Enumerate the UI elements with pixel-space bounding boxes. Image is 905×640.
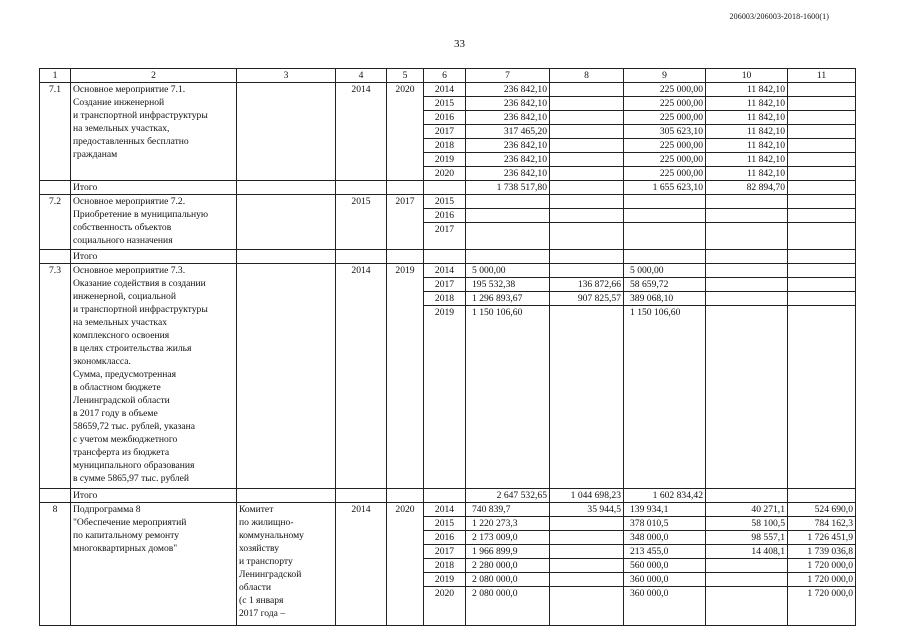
regional-amount: 560 000,0: [624, 559, 706, 573]
regional-amount: 1 602 834,42: [624, 489, 706, 503]
total-label: Итого: [71, 489, 237, 503]
year-cell: 2018: [424, 139, 466, 153]
local-amount: 11 842,10: [706, 153, 788, 167]
table-row: [40, 264, 856, 278]
table-row: [40, 489, 856, 503]
table-cell: [706, 292, 788, 306]
measure-description: Основное мероприятие 7.1. Создание инженерной и транспортной инфраструктуры на земельных участках, предоставленных бесплатно гражданам: [71, 83, 237, 181]
row-number: 7.1: [40, 83, 71, 181]
other-amount: 784 162,3: [788, 517, 856, 531]
federal-amount: 35 944,5: [550, 503, 624, 517]
table-cell: [40, 181, 71, 195]
table-cell: [788, 209, 856, 223]
table-cell: [550, 195, 624, 209]
year-cell: 2015: [424, 97, 466, 111]
table-cell: [40, 489, 71, 503]
column-header: 6: [424, 69, 466, 83]
table-cell: [788, 292, 856, 306]
row-number: 8: [40, 503, 71, 626]
year-cell: 2019: [424, 306, 466, 489]
year-cell: 2015: [424, 517, 466, 531]
federal-amount: [550, 125, 624, 139]
federal-amount: [550, 139, 624, 153]
year-cell: 2020: [424, 167, 466, 181]
table-cell: [387, 181, 424, 195]
executor-cell: [237, 195, 336, 250]
regional-amount: 225 000,00: [624, 83, 706, 97]
other-amount: [788, 153, 856, 167]
table-cell: [40, 250, 71, 264]
table-cell: [788, 264, 856, 278]
table-row: [40, 181, 856, 195]
local-amount: 11 842,10: [706, 167, 788, 181]
regional-amount: 1 655 623,10: [624, 181, 706, 195]
column-header: 3: [237, 69, 336, 83]
other-amount: 1 739 036,8: [788, 545, 856, 559]
local-amount: [706, 559, 788, 573]
table-cell: [706, 209, 788, 223]
year-cell: 2016: [424, 531, 466, 545]
federal-amount: [550, 587, 624, 626]
table-cell: [706, 264, 788, 278]
document-code: 206003/206003-2018-1600(1): [729, 12, 829, 21]
other-amount: [788, 97, 856, 111]
table-cell: [387, 489, 424, 503]
table-cell: [706, 489, 788, 503]
total-amount: 2 647 532,65: [466, 489, 550, 503]
table-cell: [706, 278, 788, 292]
measure-description: Основное мероприятие 7.3. Оказание содействия в создании инженерной, социальной и транспортной инфраструктуры на земельных участках комплексного освоения в целях строительства жилья экономкласса. Сумма, предусмотренная в областном бюджете Ленинградской области в 2017 году в объеме 58659,72 тыс. рублей, указана с учетом межбюджетного трансферта из бюджета муниципального образования в сумме 5865,97 тыс. рублей: [71, 264, 237, 489]
table-cell: [706, 195, 788, 209]
total-amount: 2 080 000,0: [466, 573, 550, 587]
table-cell: [466, 250, 550, 264]
federal-amount: [550, 153, 624, 167]
table-cell: [466, 209, 550, 223]
year-cell: 2016: [424, 209, 466, 223]
start-year: 2014: [336, 503, 387, 626]
table-cell: [624, 223, 706, 250]
federal-amount: [550, 83, 624, 97]
local-amount: 11 842,10: [706, 139, 788, 153]
federal-amount: [550, 559, 624, 573]
regional-amount: 348 000,0: [624, 531, 706, 545]
column-header: 10: [706, 69, 788, 83]
row-number: 7.2: [40, 195, 71, 250]
regional-amount: 58 659,72: [624, 278, 706, 292]
column-header: 7: [466, 69, 550, 83]
total-amount: 236 842,10: [466, 83, 550, 97]
year-cell: 2019: [424, 153, 466, 167]
total-amount: 2 173 009,0: [466, 531, 550, 545]
local-amount: 11 842,10: [706, 97, 788, 111]
program-table: [39, 68, 856, 626]
total-amount: 236 842,10: [466, 111, 550, 125]
local-amount: 14 408,1: [706, 545, 788, 559]
local-amount: [706, 573, 788, 587]
table-cell: [237, 250, 336, 264]
column-header: 5: [387, 69, 424, 83]
table-cell: [788, 306, 856, 489]
total-amount: 1 966 899,9: [466, 545, 550, 559]
column-header: 4: [336, 69, 387, 83]
table-row: [40, 250, 856, 264]
regional-amount: 213 455,0: [624, 545, 706, 559]
total-label: Итого: [71, 181, 237, 195]
start-year: 2014: [336, 264, 387, 489]
federal-amount: [550, 306, 624, 489]
total-amount: 195 532,38: [466, 278, 550, 292]
table-row: [40, 83, 856, 97]
regional-amount: 225 000,00: [624, 97, 706, 111]
other-amount: [788, 181, 856, 195]
federal-amount: [550, 573, 624, 587]
other-amount: 1 720 000,0: [788, 573, 856, 587]
table-cell: [237, 181, 336, 195]
regional-amount: 1 150 106,60: [624, 306, 706, 489]
total-amount: 5 000,00: [466, 264, 550, 278]
local-amount: 98 557,1: [706, 531, 788, 545]
table-cell: [466, 195, 550, 209]
year-cell: 2017: [424, 223, 466, 250]
year-cell: 2017: [424, 278, 466, 292]
column-header: 1: [40, 69, 71, 83]
year-cell: 2014: [424, 503, 466, 517]
table-cell: [550, 250, 624, 264]
table-row: [40, 503, 856, 517]
page-number: 33: [454, 38, 465, 50]
year-cell: 2018: [424, 559, 466, 573]
table-cell: [424, 181, 466, 195]
table-cell: [336, 250, 387, 264]
year-cell: 2014: [424, 264, 466, 278]
total-amount: 236 842,10: [466, 97, 550, 111]
year-cell: 2015: [424, 195, 466, 209]
year-cell: 2019: [424, 573, 466, 587]
table-cell: [624, 209, 706, 223]
regional-amount: 225 000,00: [624, 111, 706, 125]
total-amount: 740 839,7: [466, 503, 550, 517]
other-amount: [788, 167, 856, 181]
federal-amount: [550, 181, 624, 195]
end-year: 2017: [387, 195, 424, 250]
table-cell: [424, 489, 466, 503]
table-row: [40, 69, 856, 83]
table-cell: [624, 250, 706, 264]
table-cell: [550, 223, 624, 250]
other-amount: [788, 111, 856, 125]
column-header: 2: [71, 69, 237, 83]
total-label: Итого: [71, 250, 237, 264]
table-cell: [424, 250, 466, 264]
start-year: 2015: [336, 195, 387, 250]
table-cell: [788, 489, 856, 503]
regional-amount: 139 934,1: [624, 503, 706, 517]
local-amount: 58 100,5: [706, 517, 788, 531]
local-amount: 11 842,10: [706, 125, 788, 139]
total-amount: 2 080 000,0: [466, 587, 550, 626]
federal-amount: [550, 531, 624, 545]
year-cell: 2017: [424, 125, 466, 139]
executor-cell: [237, 264, 336, 489]
column-header: 8: [550, 69, 624, 83]
federal-amount: 1 044 698,23: [550, 489, 624, 503]
other-amount: 1 720 000,0: [788, 587, 856, 626]
total-amount: 236 842,10: [466, 139, 550, 153]
row-number: 7.3: [40, 264, 71, 489]
federal-amount: [550, 264, 624, 278]
table-cell: [336, 181, 387, 195]
regional-amount: 389 068,10: [624, 292, 706, 306]
table-cell: [706, 223, 788, 250]
table-cell: [550, 209, 624, 223]
other-amount: [788, 83, 856, 97]
measure-description: Основное мероприятие 7.2. Приобретение в муниципальную собственность объектов социального назначения: [71, 195, 237, 250]
federal-amount: [550, 517, 624, 531]
total-amount: 1 150 106,60: [466, 306, 550, 489]
year-cell: 2014: [424, 83, 466, 97]
other-amount: 1 720 000,0: [788, 559, 856, 573]
end-year: 2019: [387, 264, 424, 489]
year-cell: 2018: [424, 292, 466, 306]
federal-amount: [550, 167, 624, 181]
federal-amount: 907 825,57: [550, 292, 624, 306]
regional-amount: 305 623,10: [624, 125, 706, 139]
federal-amount: [550, 111, 624, 125]
subprogram-description: Подпрограмма 8 "Обеспечение мероприятий по капитальному ремонту многоквартирных домов": [71, 503, 237, 626]
local-amount: 11 842,10: [706, 83, 788, 97]
total-amount: 1 296 893,67: [466, 292, 550, 306]
table-cell: [788, 278, 856, 292]
federal-amount: 136 872,66: [550, 278, 624, 292]
federal-amount: [550, 97, 624, 111]
other-amount: 524 690,0: [788, 503, 856, 517]
total-amount: 317 465,20: [466, 125, 550, 139]
regional-amount: 360 000,0: [624, 573, 706, 587]
total-amount: 1 220 273,3: [466, 517, 550, 531]
local-amount: 11 842,10: [706, 111, 788, 125]
regional-amount: 5 000,00: [624, 264, 706, 278]
regional-amount: 225 000,00: [624, 153, 706, 167]
total-amount: 236 842,10: [466, 153, 550, 167]
table-cell: [466, 223, 550, 250]
local-amount: 40 271,1: [706, 503, 788, 517]
table-cell: [788, 195, 856, 209]
executor-cell: [237, 83, 336, 181]
column-header: 9: [624, 69, 706, 83]
table-cell: [336, 489, 387, 503]
table-cell: [706, 250, 788, 264]
table-cell: [788, 223, 856, 250]
year-cell: 2020: [424, 587, 466, 626]
total-amount: 2 280 000,0: [466, 559, 550, 573]
total-amount: 1 738 517,80: [466, 181, 550, 195]
table-cell: [706, 306, 788, 489]
total-amount: 236 842,10: [466, 167, 550, 181]
federal-amount: [550, 545, 624, 559]
table-cell: [387, 250, 424, 264]
local-amount: 82 894,70: [706, 181, 788, 195]
year-cell: 2017: [424, 545, 466, 559]
regional-amount: 225 000,00: [624, 139, 706, 153]
table-row: [40, 195, 856, 209]
local-amount: [706, 587, 788, 626]
executor-cell: Комитет по жилищно- коммунальному хозяйству и транспорту Ленинградской области (с 1 января 2017 года –: [237, 503, 336, 626]
table-cell: [624, 195, 706, 209]
regional-amount: 225 000,00: [624, 167, 706, 181]
table-cell: [237, 489, 336, 503]
regional-amount: 360 000,0: [624, 587, 706, 626]
other-amount: [788, 125, 856, 139]
table-cell: [788, 250, 856, 264]
other-amount: 1 726 451,9: [788, 531, 856, 545]
end-year: 2020: [387, 503, 424, 626]
regional-amount: 378 010,5: [624, 517, 706, 531]
other-amount: [788, 139, 856, 153]
year-cell: 2016: [424, 111, 466, 125]
start-year: 2014: [336, 83, 387, 181]
column-header: 11: [788, 69, 856, 83]
end-year: 2020: [387, 83, 424, 181]
